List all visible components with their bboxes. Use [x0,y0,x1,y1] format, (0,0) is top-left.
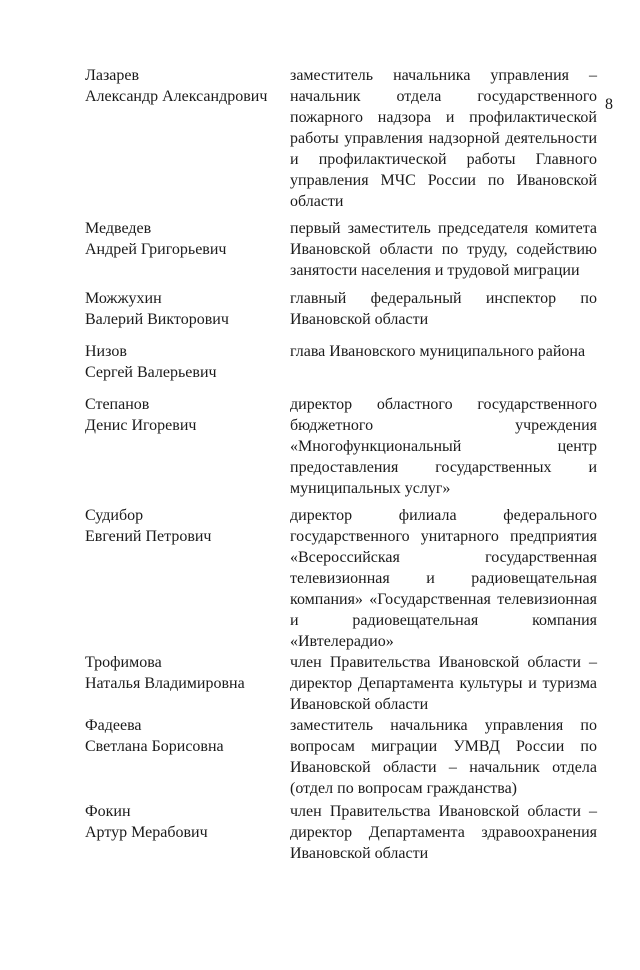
person-position: член Правительства Ивановской области – директор Департамента культуры и туризма Ивановской области [290,654,597,713]
person-name-column [85,715,290,757]
entry-row [85,715,597,799]
person-given-names: Артур Мерабович [85,824,208,841]
person-given-names: Сергей Валерьевич [85,364,217,381]
person-given-names: Андрей Григорьевич [85,241,227,258]
person-surname: Фокин [85,803,131,820]
person-position: главный федеральный инспектор по Ивановской области [290,290,597,328]
person-name-column [85,218,290,260]
person-surname: Медведев [85,220,152,237]
person-position: член Правительства Ивановской области – директор Департамента здравоохранения Ивановской области [290,803,597,862]
entry-row [85,341,597,383]
person-surname: Степанов [85,396,150,413]
entry-row [85,801,597,864]
person-given-names: Евгений Петрович [85,528,212,545]
page-number: 8 [605,96,613,113]
person-position: заместитель начальника управления – начальник отдела государственного пожарного надзора и профилактической работы управления надзорной деятельности и профилактической работы Главного управления МЧС России по Ивановской области [290,67,597,210]
person-position: глава Ивановского муниципального района [290,343,586,360]
entry-row [85,652,597,715]
person-name-column [85,288,290,330]
person-name-column [85,65,290,107]
roster-list [85,65,597,864]
person-given-names: Александр Александрович [85,88,268,105]
document-page [0,65,640,864]
person-name-column [85,652,290,694]
entry-row [85,65,597,212]
person-given-names: Наталья Владимировна [85,675,245,692]
person-surname: Судибор [85,507,144,524]
person-given-names: Валерий Викторович [85,311,229,328]
entry-row [85,288,597,330]
person-name-column [85,341,290,383]
person-name-column [85,505,290,547]
entry-row [85,218,597,281]
person-name-column [85,801,290,843]
person-position: первый заместитель председателя комитета Ивановской области по труду, содействию занятости населения и трудовой миграции [290,220,597,279]
person-given-names: Светлана Борисовна [85,738,224,755]
person-name-column [85,394,290,436]
person-surname: Низов [85,343,127,360]
person-surname: Фадеева [85,717,142,734]
entry-row [85,394,597,499]
person-position: заместитель начальника управления по вопросам миграции УМВД России по Ивановской области – начальник отдела (отдел по вопросам гражданства) [290,717,597,797]
person-surname: Можжухин [85,290,162,307]
person-surname: Трофимова [85,654,162,671]
person-given-names: Денис Игоревич [85,417,197,434]
entry-row [85,505,597,652]
person-position: директор филиала федерального государственного унитарного предприятия «Всероссийская государственная телевизионная и радиовещательная компания» «Государственная телевизионная и радиовещательная компания «Ивтелерадио» [290,507,597,650]
person-position: директор областного государственного бюджетного учреждения «Многофункциональный центр предоставления государственных и муниципальных услуг» [290,396,597,497]
person-surname: Лазарев [85,67,140,84]
